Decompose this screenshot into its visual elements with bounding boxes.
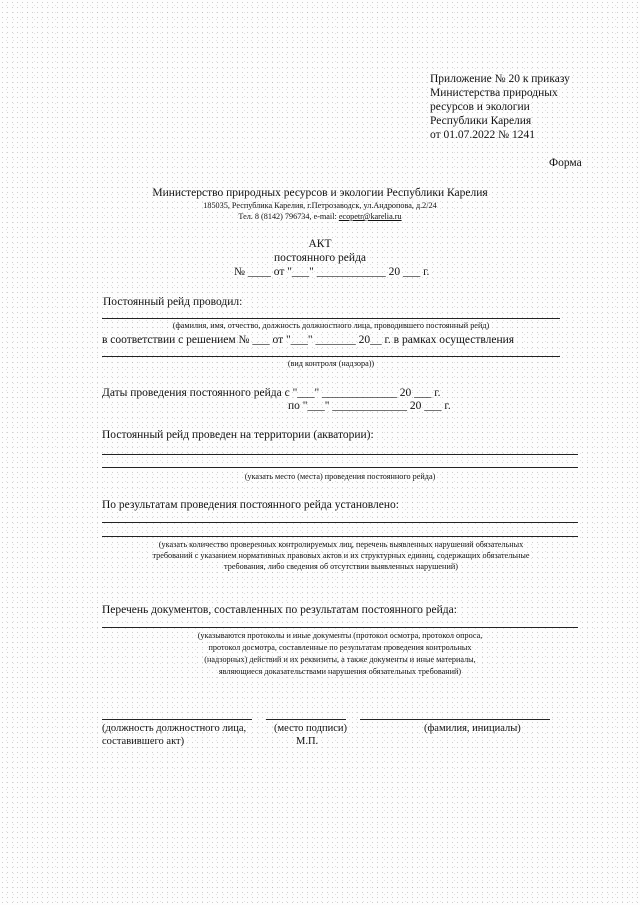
appendix-line-2: Министерства природных bbox=[430, 87, 558, 99]
name-field-line[interactable] bbox=[360, 719, 550, 720]
act-number-line: № ____ от "___" ____________ 20 ___ г. bbox=[234, 266, 430, 278]
control-type-hint: (вид контроля (надзора)) bbox=[287, 359, 375, 368]
territory-field-line-1[interactable] bbox=[102, 454, 578, 455]
documents-field-line[interactable] bbox=[102, 627, 578, 628]
documents-hint-1: (указываются протоколы и иные документы (протокол осмотра, протокол опроса, bbox=[197, 631, 483, 640]
signature-position-label-1: (должность должностного лица, bbox=[102, 723, 247, 734]
results-heading: По результатам проведения постоянного рейда установлено: bbox=[102, 499, 400, 511]
documents-hint-3: (надзорных) действий и их реквизиты, а также документы и иные материалы, bbox=[204, 655, 476, 664]
ministry-address: 185035, Республика Карелия, г.Петрозаводск, ул.Андропова, д.2/24 bbox=[203, 201, 437, 210]
appendix-line-3: ресурсов и экологии bbox=[430, 101, 530, 113]
documents-hint-2: протокол досмотра, составленные по результатам проведения контрольных bbox=[208, 643, 472, 652]
form-label: Форма bbox=[549, 157, 582, 169]
documents-hint-4: являющиеся доказательствами нарушения обязательных требований) bbox=[218, 667, 462, 676]
conducted-by-hint: (фамилия, имя, отчество, должность должностного лица, проводившего постоянный рейд) bbox=[172, 321, 490, 330]
ministry-name: Министерство природных ресурсов и экологии Республики Карелия bbox=[152, 187, 488, 199]
documents-heading: Перечень документов, составленных по результатам постоянного рейда: bbox=[102, 604, 457, 616]
act-subtitle: постоянного рейда bbox=[273, 252, 367, 264]
appendix-line-4: Республики Карелия bbox=[430, 115, 532, 127]
territory-heading: Постоянный рейд проведен на территории (акватории): bbox=[102, 429, 374, 441]
appendix-line-5: от 01.07.2022 № 1241 bbox=[430, 129, 535, 141]
results-hint-2: требований с указанием нормативных правовых актов и их структурных единиц, содержащих обязательные bbox=[152, 551, 530, 560]
signature-name-label: (фамилия, инициалы) bbox=[424, 723, 521, 734]
results-hint-1: (указать количество проверенных контролируемых лиц, перечень выявленных нарушений обязательных bbox=[158, 540, 524, 549]
ministry-phone: Тел. 8 (8142) 796734, e-mail: bbox=[238, 212, 339, 221]
territory-hint: (указать место (места) проведения постоянного рейда) bbox=[244, 472, 436, 481]
conducted-by-heading: Постоянный рейд проводил: bbox=[103, 296, 243, 308]
signature-position-label-2: составившего акт) bbox=[102, 736, 185, 747]
conducted-by-field-line[interactable] bbox=[102, 318, 560, 319]
ministry-contacts bbox=[100, 211, 540, 222]
signature-place-label: (место подписи) bbox=[274, 723, 347, 734]
results-field-line-2[interactable] bbox=[102, 536, 578, 537]
appendix-line-1: Приложение № 20 к приказу bbox=[430, 73, 570, 85]
results-hint-3: требования, либо сведения об отсутствии выявленных нарушений) bbox=[224, 562, 458, 571]
dates-from-line: Даты проведения постоянного рейда с "___" _____________ 20 ___ г. bbox=[102, 387, 441, 399]
ministry-email-link[interactable]: ecopetr@karelia.ru bbox=[338, 212, 402, 221]
seal-label: М.П. bbox=[296, 736, 319, 747]
dates-to-line: по "___" _____________ 20 ___ г. bbox=[288, 400, 451, 412]
territory-field-line-2[interactable] bbox=[102, 467, 578, 468]
act-title: АКТ bbox=[308, 238, 332, 250]
decision-line: в соответствии с решением № ___ от "___" _______ 20__ г. в рамках осуществления bbox=[102, 334, 515, 346]
signature-field-line[interactable] bbox=[266, 719, 346, 720]
control-type-field-line[interactable] bbox=[102, 356, 560, 357]
position-field-line[interactable] bbox=[102, 719, 252, 720]
results-field-line-1[interactable] bbox=[102, 522, 578, 523]
